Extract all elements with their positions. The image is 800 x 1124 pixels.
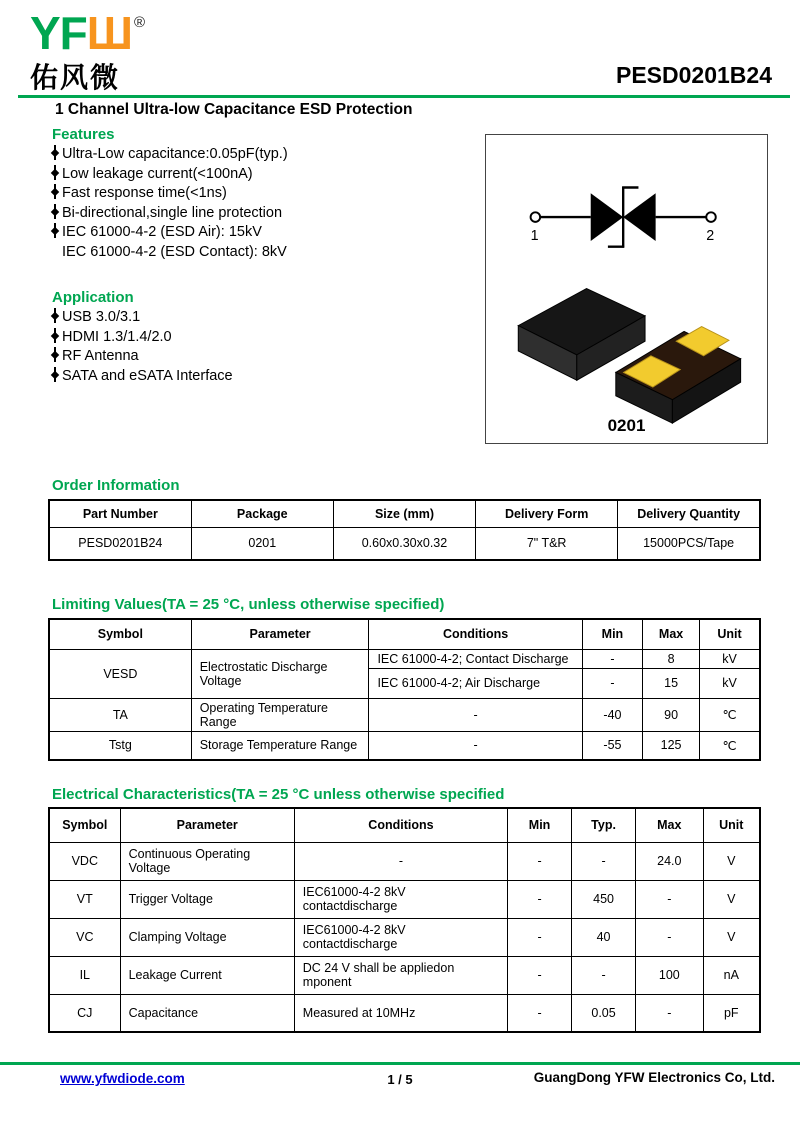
list-item	[50, 223, 288, 243]
limiting-values-heading: Limiting Values(TA = 25 °C, unless otherwise specified)	[52, 596, 445, 613]
list-item	[50, 145, 288, 165]
website-link[interactable]: www.yfwdiode.com	[60, 1071, 185, 1086]
cell-condition: IEC 61000-4-2; Contact Discharge	[369, 649, 582, 668]
diamond-bullet-icon	[50, 166, 59, 179]
feature-text: Bi-directional,single line protection	[62, 204, 283, 221]
table-row	[49, 880, 760, 918]
cell-symbol: IL	[49, 956, 120, 994]
cell-unit: V	[703, 918, 760, 956]
list-item	[50, 184, 288, 204]
cell-typ: 40	[572, 918, 636, 956]
list-item	[50, 243, 288, 263]
diamond-bullet-icon	[50, 185, 59, 198]
cell-parameter: Continuous Operating Voltage	[120, 842, 294, 880]
application-text: SATA and eSATA Interface	[62, 367, 233, 384]
col-header-size: Size (mm)	[333, 500, 475, 527]
application-text: RF Antenna	[62, 348, 139, 364]
cell-min: -	[508, 994, 572, 1032]
logo-w-glyph: Ш	[86, 7, 133, 59]
col-header-parameter: Parameter	[191, 619, 369, 649]
cell-unit: V	[703, 842, 760, 880]
cell-condition: -	[294, 842, 507, 880]
page-title: 1 Channel Ultra-low Capacitance ESD Protection	[55, 101, 413, 118]
limiting-values-table	[48, 618, 761, 761]
cell-typ: 450	[572, 880, 636, 918]
application-list	[50, 308, 233, 386]
cell-min: -40	[582, 698, 642, 731]
cell-max: 90	[643, 698, 700, 731]
diamond-bullet-icon	[50, 146, 59, 159]
cell-typ: 0.05	[572, 994, 636, 1032]
list-item	[50, 308, 233, 328]
list-item	[50, 165, 288, 185]
order-info-heading: Order Information	[52, 477, 180, 494]
logo-yf-text: YF	[30, 7, 87, 59]
cell-condition: DC 24 V shall be appliedon mponent	[294, 956, 507, 994]
col-header-parameter: Parameter	[120, 808, 294, 842]
table-row	[49, 918, 760, 956]
cell-max: -	[636, 880, 704, 918]
cell-parameter: Leakage Current	[120, 956, 294, 994]
cell-max: -	[636, 994, 704, 1032]
diamond-bullet-icon	[50, 205, 59, 218]
cell-unit: nA	[703, 956, 760, 994]
table-row	[49, 527, 760, 560]
cell-max: 100	[636, 956, 704, 994]
feature-text: IEC 61000-4-2 (ESD Air): 15kV	[62, 224, 262, 240]
cell-min: -	[582, 649, 642, 668]
cell-parameter: Operating Temperature Range	[191, 698, 369, 731]
company-logo	[30, 7, 145, 96]
cell-unit: ℃	[700, 731, 760, 760]
cell-condition: -	[369, 698, 582, 731]
table-row	[49, 842, 760, 880]
col-header-conditions: Conditions	[369, 619, 582, 649]
cell-package: 0201	[191, 527, 333, 560]
col-header-conditions: Conditions	[294, 808, 507, 842]
list-item	[50, 328, 233, 348]
cell-unit: V	[703, 880, 760, 918]
cell-symbol: CJ	[49, 994, 120, 1032]
cell-unit: kV	[700, 668, 760, 698]
pin-1-label: 1	[530, 228, 539, 244]
col-header-symbol: Symbol	[49, 619, 191, 649]
diamond-bullet-icon	[50, 348, 59, 361]
cell-max: -	[636, 918, 704, 956]
logo-wordmark	[30, 7, 145, 59]
package-size-label: 0201	[607, 416, 646, 435]
cell-parameter: Trigger Voltage	[120, 880, 294, 918]
electrical-characteristics-heading: Electrical Characteristics(TA = 25 °C unless otherwise specified	[52, 786, 505, 803]
col-header-package: Package	[191, 500, 333, 527]
cell-max: 24.0	[636, 842, 704, 880]
application-heading: Application	[52, 289, 134, 306]
table-row	[49, 956, 760, 994]
cell-min: -	[582, 668, 642, 698]
bidirectional-tvs-diode-symbol-icon	[522, 169, 732, 269]
cell-min: -	[508, 918, 572, 956]
table-row	[49, 649, 760, 668]
cell-condition: IEC61000-4-2 8kV contactdischarge	[294, 880, 507, 918]
cell-unit: kV	[700, 649, 760, 668]
order-info-table	[48, 499, 761, 561]
cell-symbol: TA	[49, 698, 191, 731]
col-header-delivery-quantity: Delivery Quantity	[618, 500, 760, 527]
list-item	[50, 367, 233, 387]
col-header-max: Max	[636, 808, 704, 842]
table-row	[49, 731, 760, 760]
cell-size: 0.60x0.30x0.32	[333, 527, 475, 560]
diamond-bullet-icon	[50, 329, 59, 342]
cell-part-number: PESD0201B24	[49, 527, 191, 560]
cell-symbol: VC	[49, 918, 120, 956]
cell-condition: IEC61000-4-2 8kV contactdischarge	[294, 918, 507, 956]
col-header-min: Min	[582, 619, 642, 649]
diamond-bullet-icon	[50, 368, 59, 381]
cell-symbol: VDC	[49, 842, 120, 880]
table-header-row	[49, 619, 760, 649]
cell-condition: Measured at 10MHz	[294, 994, 507, 1032]
cell-min: -	[508, 956, 572, 994]
cell-parameter: Storage Temperature Range	[191, 731, 369, 760]
features-list	[50, 145, 288, 262]
table-row	[49, 698, 760, 731]
header-divider	[18, 95, 790, 98]
cell-unit: pF	[703, 994, 760, 1032]
col-header-unit: Unit	[703, 808, 760, 842]
cell-condition: -	[369, 731, 582, 760]
cell-delivery-quantity: 15000PCS/Tape	[618, 527, 760, 560]
pin-2-label: 2	[706, 228, 715, 244]
features-heading: Features	[52, 126, 115, 143]
col-header-delivery-form: Delivery Form	[476, 500, 618, 527]
cell-parameter: Electrostatic Discharge Voltage	[191, 649, 369, 698]
table-row	[49, 994, 760, 1032]
chip-package-3d-image	[500, 271, 755, 429]
cell-typ: -	[572, 842, 636, 880]
list-item	[50, 347, 233, 367]
package-diagram-box	[485, 134, 768, 444]
cell-condition: IEC 61000-4-2; Air Discharge	[369, 668, 582, 698]
col-header-unit: Unit	[700, 619, 760, 649]
col-header-symbol: Symbol	[49, 808, 120, 842]
cell-symbol: Tstg	[49, 731, 191, 760]
col-header-max: Max	[643, 619, 700, 649]
col-header-min: Min	[508, 808, 572, 842]
cell-parameter: Capacitance	[120, 994, 294, 1032]
cell-symbol: VESD	[49, 649, 191, 698]
cell-min: -	[508, 842, 572, 880]
feature-text: IEC 61000-4-2 (ESD Contact): 8kV	[62, 243, 287, 260]
table-header-row	[49, 808, 760, 842]
feature-text: Fast response time(<1ns)	[62, 185, 227, 201]
footer-divider	[0, 1062, 800, 1065]
cell-parameter: Clamping Voltage	[120, 918, 294, 956]
cell-min: -	[508, 880, 572, 918]
part-number: PESD0201B24	[616, 62, 772, 88]
cell-unit: ℃	[700, 698, 760, 731]
diamond-bullet-icon	[50, 309, 59, 322]
cell-max: 8	[643, 649, 700, 668]
logo-chinese-text: 佑风微	[30, 62, 121, 93]
table-header-row	[49, 500, 760, 527]
feature-text: Ultra-Low capacitance:0.05pF(typ.)	[62, 146, 288, 162]
col-header-typ: Typ.	[572, 808, 636, 842]
cell-max: 125	[643, 731, 700, 760]
cell-delivery-form: 7" T&R	[476, 527, 618, 560]
registered-mark-icon: ®	[134, 14, 145, 31]
feature-text: Low leakage current(<100nA)	[62, 165, 253, 182]
application-text: HDMI 1.3/1.4/2.0	[62, 328, 172, 345]
cell-typ: -	[572, 956, 636, 994]
company-name: GuangDong YFW Electronics Co, Ltd.	[533, 1070, 775, 1085]
cell-max: 15	[643, 668, 700, 698]
list-item	[50, 204, 288, 224]
electrical-characteristics-table	[48, 807, 761, 1033]
application-text: USB 3.0/3.1	[62, 309, 141, 325]
diamond-bullet-icon	[50, 224, 59, 237]
cell-symbol: VT	[49, 880, 120, 918]
col-header-part-number: Part Number	[49, 500, 191, 527]
cell-min: -55	[582, 731, 642, 760]
page-indicator: 1 / 5	[387, 1072, 413, 1087]
